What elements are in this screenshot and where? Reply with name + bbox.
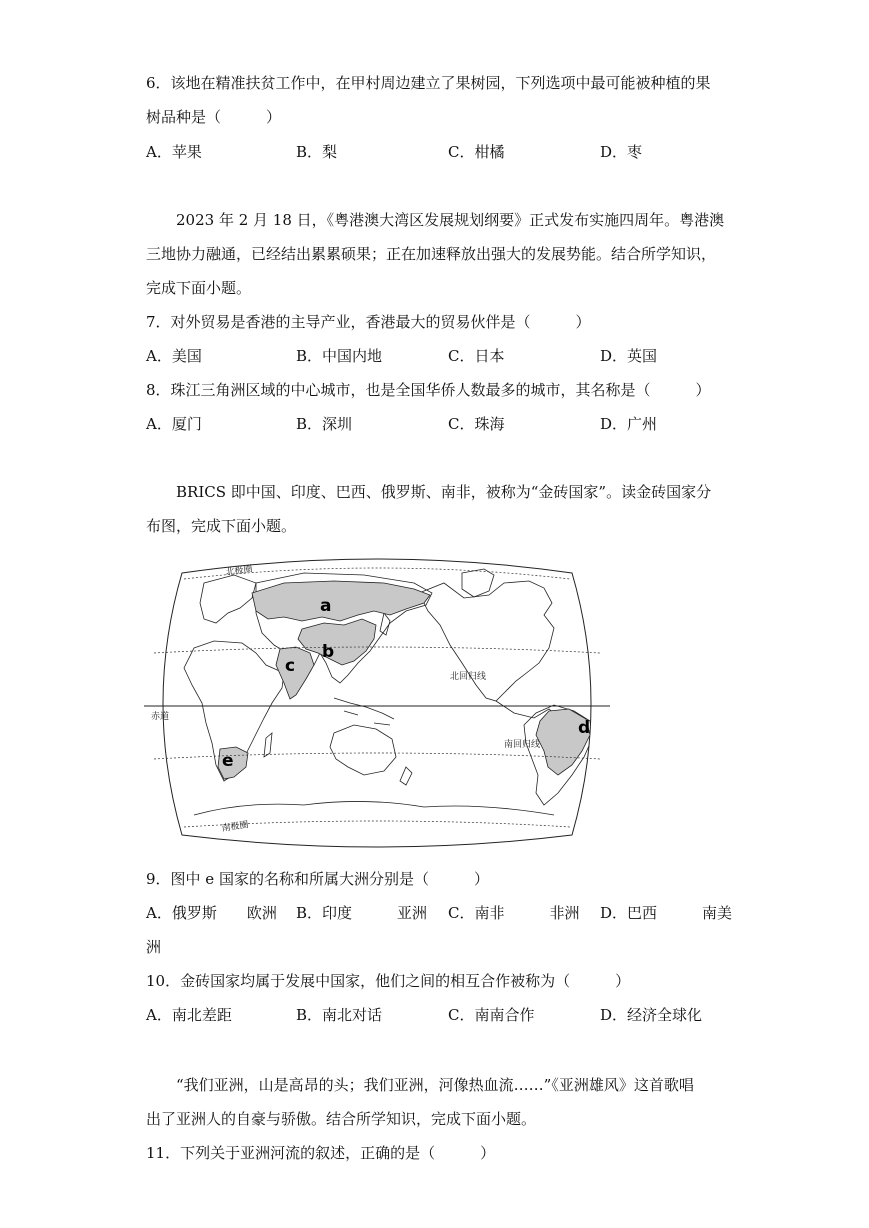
q6-option-c: C．柑橘 <box>448 143 505 161</box>
q7-option-b: B．中国内地 <box>296 347 383 365</box>
q10-option-c: C．南南合作 <box>448 1006 535 1024</box>
q7-option-a: A．美国 <box>146 347 202 365</box>
q8-option-a: A．厦门 <box>146 415 202 433</box>
q9-option-d: D．巴西 南美 <box>600 904 733 922</box>
passage1-line1: 2023 年 2 月 18 日，《粤港澳大湾区发展规划纲要》正式发布实施四周年。粤港澳 <box>176 211 725 229</box>
q8-option-d: D．广州 <box>600 415 658 433</box>
q9-stem: 9．图中 e 国家的名称和所属大洲分别是（ ） <box>146 870 489 888</box>
q7-option-d: D．英国 <box>600 347 658 365</box>
label-tropic-of-cancer: 北回归线 <box>450 672 487 682</box>
q8-option-b: B．深圳 <box>296 415 353 433</box>
country-letter-c: c <box>285 656 296 676</box>
q10-option-a: A．南北差距 <box>146 1006 232 1024</box>
q6-stem-line1: 6．该地在精准扶贫工作中，在甲村周边建立了果树园，下列选项中最可能被种植的果 <box>146 74 711 92</box>
q10-option-d: D．经济全球化 <box>600 1006 703 1024</box>
q7-stem: 7．对外贸易是香港的主导产业，香港最大的贸易伙伴是（ ） <box>146 313 591 331</box>
passage1-line2: 三地协力融通，已经结出累累硕果；正在加速释放出强大的发展势能。结合所学知识， <box>146 245 717 263</box>
q11-stem: 11．下列关于亚洲河流的叙述，正确的是（ ） <box>146 1144 496 1162</box>
q7-option-c: C．日本 <box>448 347 505 365</box>
label-equator: 赤道 <box>151 712 170 722</box>
q6-option-b: B．梨 <box>296 143 338 161</box>
passage2-line1: BRICS 即中国、印度、巴西、俄罗斯、南非，被称为“金砖国家”。读金砖国家分 <box>176 483 712 501</box>
country-letter-d: d <box>578 718 591 738</box>
brics-world-map <box>144 553 610 851</box>
passage2-line2: 布图，完成下面小题。 <box>146 517 297 535</box>
label-arctic-circle: 北极圈 <box>225 564 254 578</box>
country-letter-b: b <box>322 642 335 662</box>
q6-option-d: D．枣 <box>600 143 643 161</box>
q8-option-c: C．珠海 <box>448 415 505 433</box>
q8-stem: 8．珠江三角洲区域的中心城市，也是全国华侨人数最多的城市，其名称是（ ） <box>146 381 711 399</box>
q9-option-c: C．南非 非洲 <box>448 904 580 922</box>
q9-option-b: B．印度 亚洲 <box>296 904 428 922</box>
q9-option-a: A．俄罗斯 欧洲 <box>146 904 277 922</box>
label-tropic-of-capricorn: 南回归线 <box>504 740 541 750</box>
country-letter-a: a <box>320 596 332 616</box>
q10-stem: 10．金砖国家均属于发展中国家，他们之间的相互合作被称为（ ） <box>146 972 631 990</box>
q6-option-a: A．苹果 <box>146 143 202 161</box>
passage3-line2: 出了亚洲人的自豪与骄傲。结合所学知识，完成下面小题。 <box>146 1110 537 1128</box>
q6-stem-line2: 树品种是（ ） <box>146 108 282 126</box>
passage1-line3: 完成下面小题。 <box>146 279 252 297</box>
passage3-line1: “我们亚洲，山是高昂的头；我们亚洲，河像热血流……”《亚洲雄风》这首歌唱 <box>176 1076 694 1094</box>
q10-option-b: B．南北对话 <box>296 1006 383 1024</box>
q9-option-d-wrap: 洲 <box>146 938 162 956</box>
country-letter-e: e <box>222 751 234 771</box>
label-antarctic-circle: 南极圈 <box>221 820 250 834</box>
